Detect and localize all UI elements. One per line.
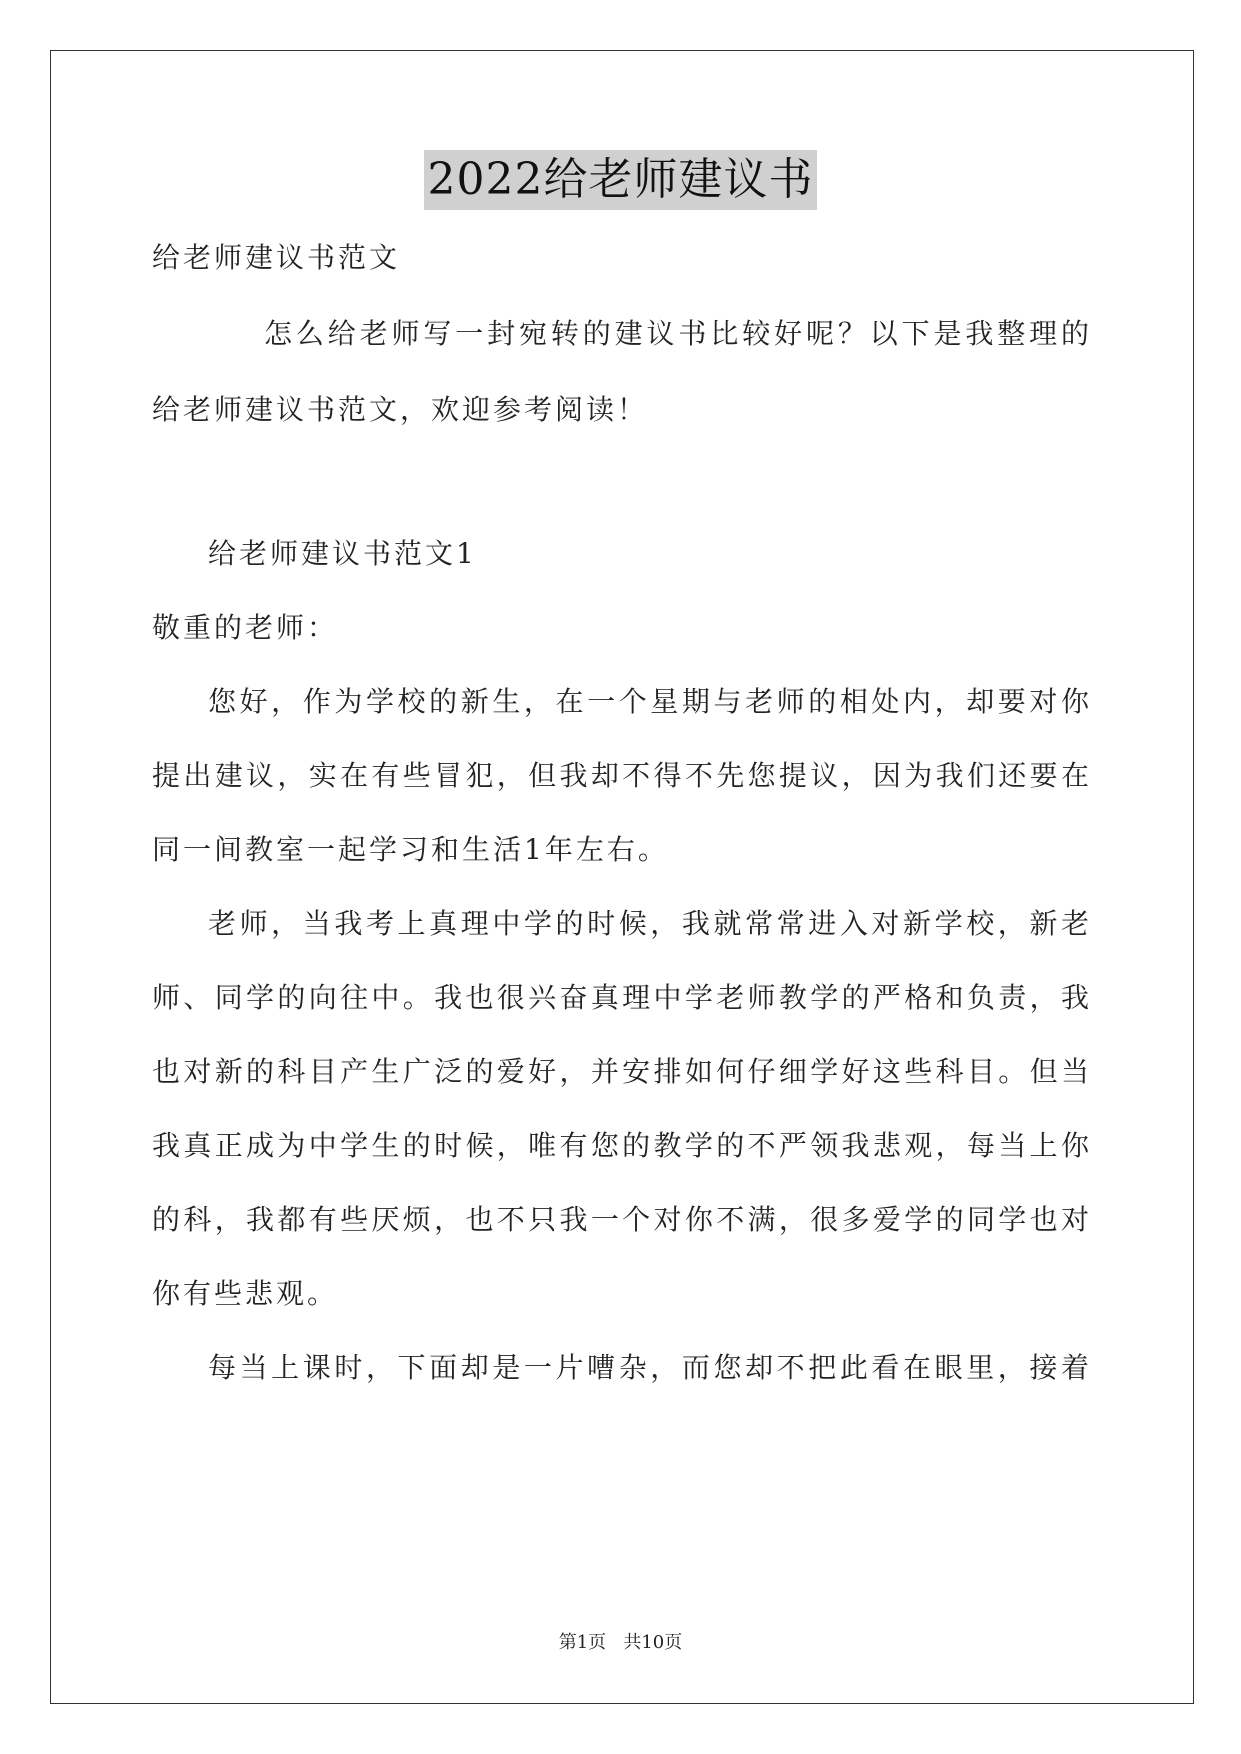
section-heading: 给老师建议书范文1 bbox=[208, 537, 477, 570]
body-line: 我真正成为中学生的时候，唯有您的教学的不严领我悲观，每当上你 bbox=[152, 1129, 1092, 1162]
body-line: 也对新的科目产生广泛的爱好，并安排如何仔细学好这些科目。但当 bbox=[152, 1055, 1092, 1088]
body-line: 你有些悲观。 bbox=[152, 1277, 339, 1310]
body-line: 每当上课时，下面却是一片嘈杂，而您却不把此看在眼里，接着 bbox=[208, 1351, 1092, 1384]
body-line: 给老师建议书范文，欢迎参考阅读！ bbox=[152, 393, 649, 426]
body-line: 您好，作为学校的新生，在一个星期与老师的相处内，却要对你 bbox=[208, 685, 1092, 718]
body-line: 师、同学的向往中。我也很兴奋真理中学老师教学的严格和负责，我 bbox=[152, 981, 1092, 1014]
document-title: 2022给老师建议书 bbox=[424, 150, 818, 210]
subtitle-line: 给老师建议书范文 bbox=[152, 241, 401, 274]
page-footer: 第1页 共10页 bbox=[558, 1632, 683, 1653]
body-line: 的科，我都有些厌烦，也不只我一个对你不满，很多爱学的同学也对 bbox=[152, 1203, 1092, 1236]
body-line: 老师，当我考上真理中学的时候，我就常常进入对新学校，新老 bbox=[208, 907, 1092, 940]
body-line: 怎么给老师写一封宛转的建议书比较好呢？以下是我整理的 bbox=[264, 317, 1092, 350]
page-frame bbox=[50, 50, 1194, 1704]
title-container bbox=[0, 150, 1241, 210]
body-line: 提出建议，实在有些冒犯，但我却不得不先您提议，因为我们还要在 bbox=[152, 759, 1092, 792]
salutation: 敬重的老师： bbox=[152, 611, 339, 644]
body-line: 同一间教室一起学习和生活1年左右。 bbox=[152, 833, 669, 866]
